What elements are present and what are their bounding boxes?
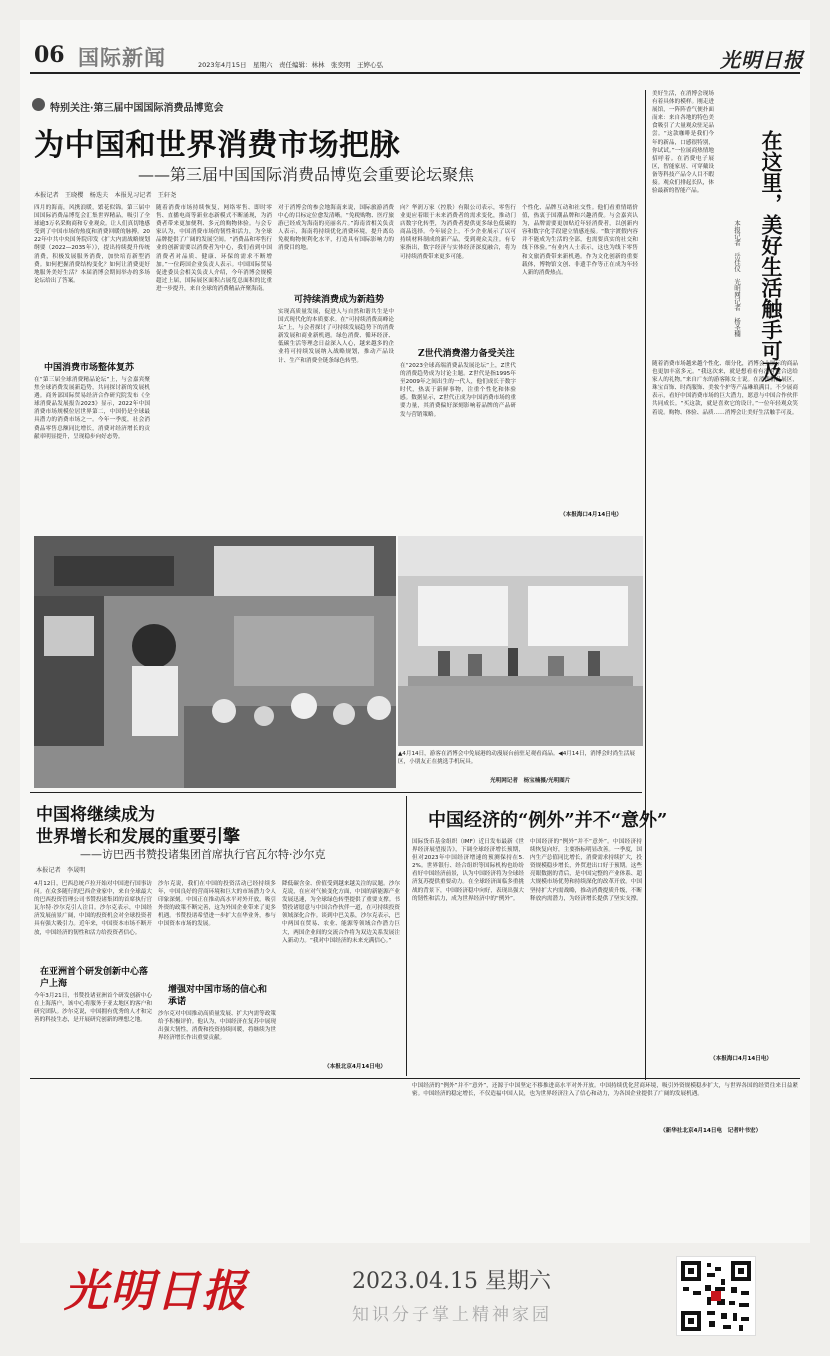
bl-subhead-2: 增强对中国市场的信心和承诺 (168, 985, 268, 1007)
expo-photo-right (398, 536, 643, 746)
feature-col-b: 随着消费市场越来越个性化、细分化，消博会上展示的商品也更加丰富多元。“我这次来，就是想看看有没有适合送给家人的礼物。”来自广东的游客陈女士说。在消费精品展区，珠宝首饰、时尚服饰、美妆个护等产品琳琅满目。不少展商表示，看好中国消费市场的巨大潜力，愿意与中国合作伙伴共同成长。“买这款，就是喜欢它的设计。”一位年轻观众笑着说。购物、体验、品质……消博会让美好生活触手可及。 (652, 361, 798, 416)
br-col-3: 中国经济的“例外”并不“意外”，还源于中国坚定不移推进高水平对外开放。中国持续优化营商环境，吸引外资规模稳步扩大，与世界各国的经贸往来日益紧密。中国经济的稳定增长，不仅造福中国人民，也为世界经济注入了信心和动力，为各国企业提供了广阔的发展机遇。 (412, 1083, 798, 1098)
bl-col-2b: 沙尔克对中国推动高质量发展、扩大内需等政策给予积极评价。他认为，中国经济在复苏中展现出强大韧性，消费和投资持续回暖，将继续为世界经济增长作出重要贡献。 (158, 1011, 276, 1042)
footer-logo: 光明日报 (64, 1266, 248, 1317)
lead-col-4b: 在“2023全球高端消费品发展论坛”上，Z世代的消费趋势成为讨论主题。Z世代是指1995年至2009年之间出生的一代人，他们成长于数字时代，热衷于新鲜事物，注重个性化和体验感。数据显示，Z世代正成为中国消费市场的重要力量，其消费偏好深刻影响着品牌的产品研发与营销策略。 (400, 363, 516, 418)
lead-byline: 本报记者 王晓樱 杨迭夫 本报见习记者 王轩尧 (34, 192, 177, 199)
lead-col-3b: 实现高质量发展，促进人与自然和谐共生是中国式现代化的本质要求。在“可持续消费高峰论坛”上，与会者探讨了可持续发展趋势下的消费新发展和商业新机遇。绿色消费、循环经济、低碳生活等理念日益深入人心，越来越多的企业将可持续发展纳入战略规划，推动产品设计、生产和消费全链条绿色转型。 (278, 309, 394, 364)
bottom-divider (406, 796, 407, 1076)
lead-col-4: 向？华润万家（控股）有限公司表示，零售行业更应着眼于未来消费者的需求变化，推动门店数字化转型，为消费者提供更多绿色低碳的商品选择。今年展会上，不少企业展示了以可持续材料制成的新产品，受到观众关注。有专家指出，数字经济与实体经济深度融合，将为可持续消费带来更多可能。 (400, 205, 516, 260)
br-col-1: 国际货币基金组织（IMF）近日发布最新《世界经济展望报告》，下调全球经济增长预期，但对2023年中国经济增速的预测保持在5.2%。世界银行、经合组织等国际机构也纷纷看好中国经济前景，认为中国经济将为全球经济复苏提供重要动力。在全球经济面临多重挑战的背景下，中国经济稳中向好，表现出强大的韧性和活力，成为世界经济中的“例外”。 (412, 839, 524, 902)
lead-dateline: （本报海口4月14日电） (560, 512, 623, 518)
feature-headline: 在这里，美好生活触手可及 (759, 130, 784, 382)
bl-headline-1: 中国将继续成为 (36, 805, 155, 825)
lead-subhead-3: Z世代消费潜力备受关注 (418, 349, 515, 359)
footer-date: 2023.04.15 星期六 (352, 1269, 551, 1294)
lead-col-3: 对于消博会的参会地海南来说，国际旅游消费中心的目标定位愈发清晰。“免税购物、医疗旅游已经成为海南的亮丽名片。”海南省相关负责人表示，海南将持续优化消费环境，提升离岛免税购物便利化水平，打造具有国际影响力的消费目的地。 (278, 205, 394, 252)
page-number: 06 (34, 42, 65, 68)
lead-col-1b: 在“第三届全球消费精品论坛”上，与会嘉宾聚焦全球消费发展新趋势，共同探讨新的发展机遇。商务部国际贸易经济合作研究院发布《全球消费品发展报告2023》显示，2022年中国消费市场规模位居世界第二，中国仍是全球最具潜力的消费市场之一。今年一季度，社会消费品零售总额同比增长，消费对经济增长的贡献率明显提升，呈现稳步向好态势。 (34, 377, 150, 440)
lead-kicker: 特别关注·第三届中国国际消费品博览会 (50, 103, 224, 114)
section-title: 国际新闻 (78, 45, 166, 70)
qr-code[interactable] (676, 1256, 756, 1336)
bl-subtitle: ——访巴西书赞投诸集团首席执行官瓦尔特·沙尔克 (80, 848, 326, 861)
qr-code-icon (677, 1257, 755, 1335)
feature-byline: 本报记者 岳佳仪 光明网记者 杨圣楠 (733, 220, 741, 337)
bottom-page-rule (30, 1078, 800, 1079)
photo-credit: 光明网记者 杨宝楠摄/光明图片 (490, 778, 571, 784)
issue-meta: 2023年4月15日 星期六 责任编辑：林林 张奕明 王婷心弘 (198, 61, 383, 69)
footer-slogan: 知识分子掌上精神家园 (352, 1305, 552, 1325)
lead-col-1: 四月的海南，风携浪暖，繁花似锦。第三届中国国际消费品博览会汇集世界精品，吸引了全球逾3万名采购商和专业观众。让人们真切地感受到了中国市场的热度和消费回暖的脉搏。2022年中共中央国务院印发《扩大内需战略规划纲要（2022—2035年）》，提出持续提升传统消费，积极发展服务消费，加快培育新型消费。如何把握消费结构变化？如何让消费更好地服务美好生活？本届消博会期间举办的多场论坛给出了答案。 (34, 205, 150, 284)
lead-headline: 为中国和世界消费市场把脉 (34, 128, 400, 163)
br-dateline: （新华社北京4月14日电 记者叶书宏） (660, 1128, 762, 1134)
br-headline: 中国经济的“例外”并不“意外” (428, 810, 668, 831)
bl-col-1: 4月12日，巴西总统卢拉开始对中国进行国事访问。在众多随行的巴西企业家中，来自全球最大的巴西投资管理公司书赞投诸集团的首席执行官瓦尔特·沙尔克引人注目。沙尔克表示，中国经济发展前景广阔，中国的投资机会对全球投资者具有强大吸引力。近年来，中国资本市场不断开放，中国经济的韧性和活力给投资者信心。 (34, 881, 152, 936)
newspaper-page (20, 20, 810, 1243)
bl-col-2: 沙尔克说，我们在中国的投资活动已经持续多年，中国良好的营商环境和巨大的市场潜力令人印象深刻。中国正在推动高水平对外开放，吸引外资的政策不断完善，这为外国企业带来了更多机遇。书赞投诸希望进一步扩大在华业务，参与中国资本市场的发展。 (158, 881, 276, 928)
feature-dateline: （本报海口4月14日电） (710, 1056, 773, 1062)
lead-subhead-1: 中国消费市场整体复苏 (44, 363, 135, 373)
expo-photo-left (34, 536, 396, 788)
bl-headline-2: 世界增长和发展的重要引擎 (36, 827, 240, 847)
masthead-logo: 光明日报 (720, 48, 804, 72)
bl-byline: 本报记者 李晟明 (36, 867, 86, 874)
header-rule (30, 72, 800, 74)
bl-col-1b: 今年3月21日，书赞投诸亚洲首个研发创新中心在上海落户，该中心将服务于亚太地区的客户和研究团队。沙尔克说，中国拥有优秀的人才和完善的科技生态，是开展研究创新的理想之地。 (34, 993, 152, 1024)
kicker-icon (32, 98, 45, 111)
br-col-2: 中国经济的“例外”并不“意外”。中国经济持续恢复向好，主要指标明显改善。一季度，国内生产总值同比增长，消费需求持续扩大，投资规模稳步增长，外贸进出口好于预期。这些亮眼数据的背后，是中国完整的产业体系、超大规模市场优势和持续深化的改革开放。中国坚持扩大内需战略，推动消费提质升级，不断释放内需潜力，为经济增长提供了坚实支撑。 (530, 839, 642, 902)
bl-col-3: 降低碳含金、价值受到越来越关注的议题。沙尔克说，在应对气候变化方面，中国的新能源产业发展迅速，为全球绿色转型提供了重要支撑。书赞投诸愿意与中国合作伙伴一道，在可持续投资领域深化合作。谈到中巴关系，沙尔克表示，巴中两国在贸易、农业、能源等领域合作潜力巨大，两国企业间的交流合作将为双边关系发展注入新动力。“我对中国经济的未来充满信心。” (282, 881, 400, 944)
bl-subhead-1: 在亚洲首个研发创新中心落户上海 (40, 967, 149, 989)
photo-caption: ▲4月14日，游客在消博会中免展港的动漫展台前驻足观看商品。◀4月14日，消博会时尚生活展区，小朋友正在挑选手机玩具。 (398, 751, 635, 765)
feature-divider (645, 90, 646, 1080)
photo-right-illustration (398, 536, 643, 746)
photo-rule (30, 792, 642, 793)
photo-left-illustration (34, 536, 396, 788)
lead-col-2: 随着消费市场持续恢复，网络零售、即时零售、直播电商等新业态新模式不断涌现，为消费者带来更加便利、多元的购物体验。与会专家认为，中国消费市场的韧性和活力，为全球品牌提供了广阔的发展空间。“消费品和零售行业的创新需要以消费者为中心，我们看到中国消费者对品质、健康、环保的需求不断增加。”一位跨国企业负责人表示。中国国际贸易促进委员会相关负责人介绍，今年消博会规模超过上届，国际展区面积占展览总面积的比重进一步提升，来自全球的消费精品齐聚海南。 (156, 205, 272, 292)
lead-subhead-2: 可持续消费成为新趋势 (294, 295, 385, 305)
lead-subtitle: ——第三届中国国际消费品博览会重要论坛聚焦 (138, 165, 475, 184)
bl-dateline: （本报北京4月14日电） (324, 1064, 387, 1070)
feature-col-a: 美好生活，在消博会现场有着具体的模样。刚走进展馆，一阵阵香气便扑面而来：来自各地的特色美食吸引了大量观众驻足品尝。“这款咖啡是我们今年的新品，口感很特别，你试试。”一位展商热情地招呼着。在消费电子展区，智能家居、可穿戴设备等科技产品令人目不暇接。观众们排起长队，体验最新的智能产品。 (652, 91, 714, 195)
lead-col-5: 个性化、品牌互动和社交性。他们看重情绪价值，热衷于国潮品牌和兴趣消费。与会嘉宾认为，品牌需要更加贴近年轻消费者，以创新内容和数字化手段建立情感连接。“数字渡假内容并不能成为生活的全部，也需要真实的社交和线下体验。”有业内人士表示，这也为线下零售和文旅消费带来新机遇。作为文化创新的重要载体，博物馆文创、非遗手作等正在成为年轻人新的消费热点。 (522, 205, 638, 276)
